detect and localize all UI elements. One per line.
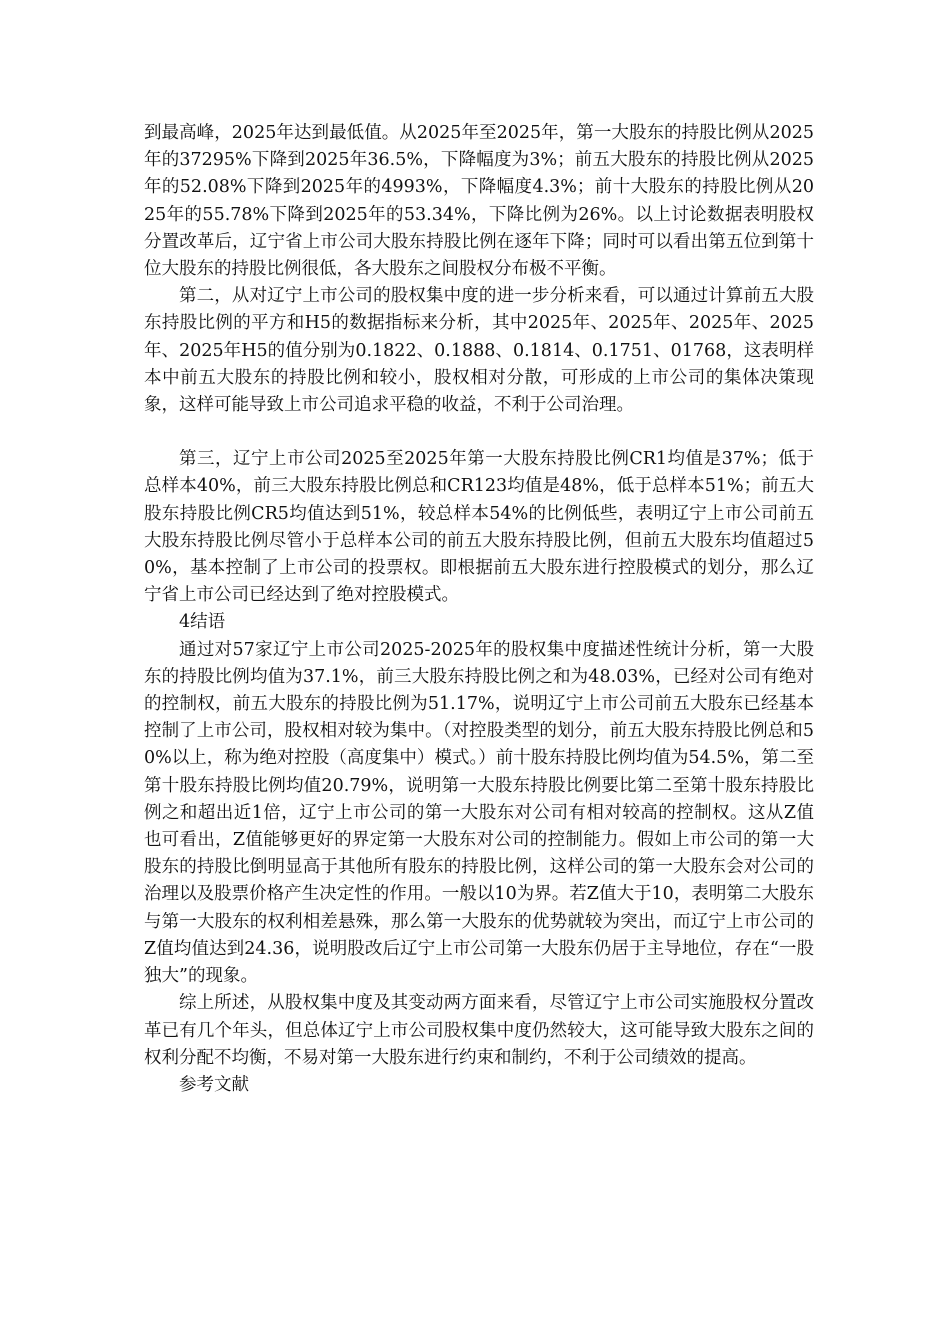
paragraph-second-h5-analysis: 第二，从对辽宁上市公司的股权集中度的进一步分析来看，可以通过计算前五大股东持股比例的平方和H5的数据指标来分析，其中2025年、2025年、2025年、2025年、2025年H5的值分别为0.1822、0.1888、0.1814、0.1751、01768，这表明样本中前五大股东的持股比例和较小，股权相对分散，可形成的上市公司的集体决策现象，这样可能导致上市公司追求平稳的收益，不利于公司治理。 xyxy=(144,286,814,416)
section-heading-conclusion: 4结语 xyxy=(179,612,226,633)
document-body xyxy=(144,120,814,1099)
references-heading: 参考文献 xyxy=(179,1074,249,1095)
paragraph-summary: 综上所述，从股权集中度及其变动两方面来看，尽管辽宁上市公司实施股权分置改革已有几个年头，但总体辽宁上市公司股权集中度仍然较大，这可能导致大股东之间的权利分配不均衡，不易对第一大股东进行约束和制约，不利于公司绩效的提高。 xyxy=(144,993,814,1068)
paragraph-shareholding-trend: 到最高峰，2025年达到最低值。从2025年至2025年，第一大股东的持股比例从2025年的37295%下降到2025年36.5%，下降幅度为3%；前五大股东的持股比例从2025年的52.08%下降到2025年的4993%，下降幅度4.3%；前十大股东的持股比例从2025年的55.78%下降到2025年的53.34%，下降比例为26%。以上讨论数据表明股权分置改革后，辽宁省上市公司大股东持股比例在逐年下降；同时可以看出第五位到第十位大股东的持股比例很低，各大股东之间股权分布极不平衡。 xyxy=(144,123,814,280)
paragraph-third-cr-analysis: 第三，辽宁上市公司2025至2025年第一大股东持股比例CR1均值是37%；低于总样本40%，前三大股东持股比例总和CR123均值是48%，低于总样本51%；前五大股东持股比例CR5均值达到51%，较总样本54%的比例低些，表明辽宁上市公司前五大股东持股比例尽管小于总样本公司的前五大股东持股比例，但前五大股东均值超过50%，基本控制了上市公司的投票权。即根据前五大股东进行控股模式的划分，那么辽宁省上市公司已经达到了绝对控股模式。 xyxy=(144,449,814,606)
paragraph-conclusion-analysis: 通过对57家辽宁上市公司2025-2025年的股权集中度描述性统计分析，第一大股东的持股比例均值为37.1%，前三大股东持股比例之和为48.03%，已经对公司有绝对的控制权，前五大股东的持股比例为51.17%，说明辽宁上市公司前五大股东已经基本控制了上市公司，股权相对较为集中。（对控股类型的划分，前五大股东持股比例总和50%以上，称为绝对控股（高度集中）模式。）前十股东持股比例均值为54.5%，第二至第十股东持股比例均值20.79%，说明第一大股东持股比例要比第二至第十股东持股比例之和超出近1倍，辽宁上市公司的第一大股东对公司有相对较高的控制权。这从Z值也可看出，Z值能够更好的界定第一大股东对公司的控制能力。假如上市公司的第一大股东的持股比倒明显高于其他所有股东的持股比例，这样公司的第一大股东会对公司的治理以及股票价格产生决定性的作用。一般以10为界。若Z值大于10，表明第二大股东与第一大股东的权利相差悬殊，那么第一大股东的优势就较为突出，而辽宁上市公司的Z值均值达到24.36，说明股改后辽宁上市公司第一大股东仍居于主导地位，存在“一股独大”的现象。 xyxy=(144,639,814,987)
